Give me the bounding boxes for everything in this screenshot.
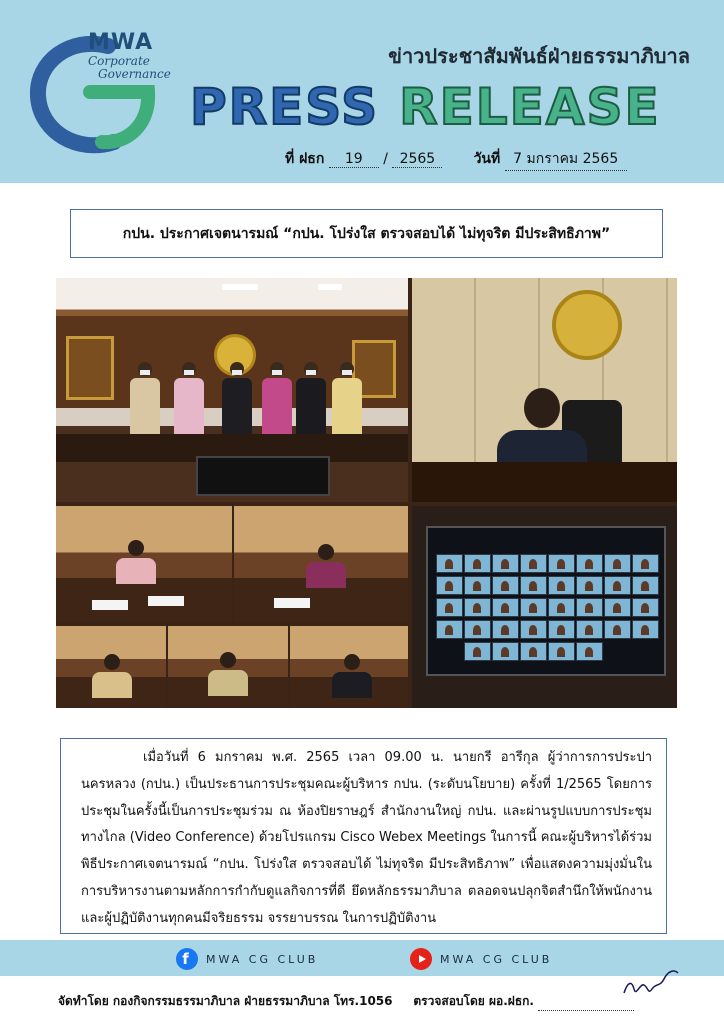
footer-organizer: จัดทำโดย กองกิจกรรมธรรมาภิบาล ฝ่ายธรรมาภิบาล โทร.1056: [58, 994, 393, 1008]
facebook-label: MWA CG CLUB: [206, 952, 319, 966]
photo-executive-signing: [290, 626, 408, 708]
photo-group-ceremony: [56, 278, 408, 502]
article-body: [60, 738, 667, 934]
photo-executive-signing: [56, 626, 166, 708]
mwa-seal: [552, 290, 622, 360]
doc-year: 2565: [392, 151, 442, 168]
royal-portrait: [66, 336, 114, 400]
webex-screen: [426, 526, 666, 676]
facebook-icon: f: [176, 948, 198, 970]
headline: กปน. ประกาศเจตนารมณ์ “กปน. โปร่งใส ตรวจสอบได้ ไม่ทุจริต มีประสิทธิภาพ”: [70, 209, 663, 258]
footer: [58, 992, 634, 1011]
photo-collage: [56, 278, 677, 708]
press-release-banner: [190, 76, 661, 138]
doc-number: 19: [329, 151, 379, 168]
photo-executive-signing: [168, 626, 288, 708]
photo-executive-signing: [234, 506, 408, 622]
release-word: RELEASE: [399, 78, 661, 136]
header-title: ข่าวประชาสัมพันธ์ฝ่ายธรรมาภิบาล: [388, 44, 690, 68]
page-header: [0, 0, 724, 183]
signature-mark: [618, 967, 688, 1001]
document-reference: [285, 148, 627, 171]
doc-number-label: ที่ ฝธก: [285, 151, 325, 167]
date-label: วันที่: [473, 151, 501, 167]
logo-mwa: MWA: [88, 30, 154, 55]
logo-cg-line2: Governance: [98, 67, 171, 81]
photo-video-conference: [412, 506, 677, 708]
youtube-link[interactable]: [410, 948, 552, 970]
social-bar: [0, 940, 724, 976]
facebook-link[interactable]: [176, 948, 318, 970]
press-word: PRESS: [190, 78, 380, 136]
logo-cg-line1: Corporate: [88, 54, 150, 68]
youtube-icon: [410, 948, 432, 970]
article-text: เมื่อวันที่ 6 มกราคม พ.ศ. 2565 เวลา 09.00 น. นายกรี อารีกุล ผู้ว่าการการประปานครหลวง (กปน.) เป็นประธานการประชุมคณะผู้บริหาร กปน. (ระดับนโยบาย) ครั้งที่ 1/2565 โดยการประชุมในครั้งนี้เป็นการประชุมร่วม ณ ห้องปิยราษฎร์ สำนักงานใหญ่ กปน. และผ่านรูปแบบการประชุมทางไกล (Video Conference) ด้วยโปรแกรม Cisco Webex Meetings ในการนี้ คณะผู้บริหารได้ร่วมพิธีประกาศเจตนารมณ์ “กปน. โปร่งใส ตรวจสอบได้ ไม่ทุจริต มีประสิทธิภาพ” เพื่อแสดงความมุ่งมั่นในการบริหารงานตามหลักการกำกับดูแลกิจการที่ดี ยึดหลักธรรมาภิบาล ตลอดจนปลุกจิตสำนึกให้พนักงานและผู้ปฏิบัติงานทุกคนมีจริยธรรม จรรยาบรรณ ในการปฏิบัติงาน: [81, 750, 652, 926]
youtube-label: MWA CG CLUB: [440, 952, 553, 966]
doc-separator: /: [383, 151, 388, 167]
monitor: [196, 456, 330, 496]
logo-text: [88, 30, 171, 81]
photo-executive-signing: [56, 506, 232, 622]
date-value: 7 มกราคม 2565: [505, 148, 627, 171]
photo-governor-signing: [412, 278, 677, 502]
footer-checked-by: ตรวจสอบโดย ผอ.ฝธก.: [413, 994, 534, 1008]
